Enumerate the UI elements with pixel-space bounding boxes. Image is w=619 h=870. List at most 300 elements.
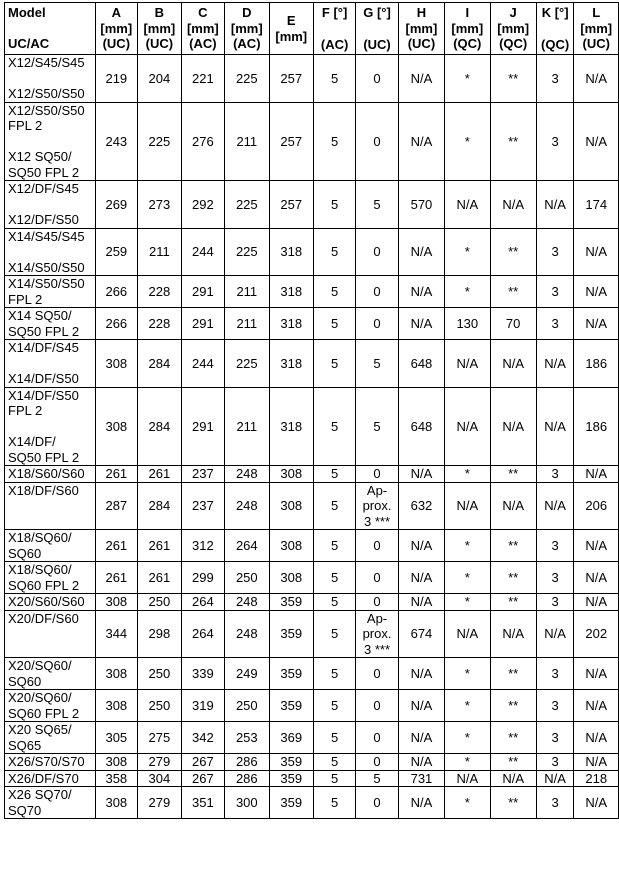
cell-f: 5	[313, 308, 355, 340]
cell-g: 0	[356, 55, 399, 103]
cell-c: 267	[181, 754, 225, 771]
cell-e: 359	[269, 594, 313, 611]
table-row	[5, 530, 619, 562]
cell-d: 300	[225, 787, 269, 819]
cell-j: **	[490, 228, 536, 276]
cell-a: 308	[95, 387, 138, 466]
cell-h: 674	[398, 610, 444, 658]
cell-h: 648	[398, 340, 444, 388]
column-header-b	[138, 3, 182, 55]
table-row	[5, 770, 619, 787]
cell-j: **	[490, 530, 536, 562]
table-row	[5, 308, 619, 340]
cell-b: 304	[138, 770, 182, 787]
cell-f: 5	[313, 722, 355, 754]
table-body	[5, 55, 619, 819]
cell-model: X12/S50/S50 FPL 2 X12 SQ50/ SQ50 FPL 2	[5, 102, 96, 181]
cell-model: X26/S70/S70	[5, 754, 96, 771]
cell-a: 308	[95, 690, 138, 722]
cell-b: 228	[138, 308, 182, 340]
column-unit: (AC)	[320, 36, 349, 52]
cell-k: 3	[536, 55, 574, 103]
cell-i: N/A	[445, 340, 490, 388]
cell-j: 70	[490, 308, 536, 340]
cell-i: N/A	[445, 387, 490, 466]
table-row	[5, 562, 619, 594]
cell-c: 237	[181, 466, 225, 483]
cell-f: 5	[313, 482, 355, 530]
cell-e: 257	[269, 181, 313, 229]
cell-c: 291	[181, 387, 225, 466]
cell-g: Ap- prox. 3 ***	[356, 610, 399, 658]
cell-c: 276	[181, 102, 225, 181]
cell-d: 248	[225, 466, 269, 483]
table-row	[5, 340, 619, 388]
cell-a: 261	[95, 530, 138, 562]
cell-k: 3	[536, 690, 574, 722]
dimensions-table	[4, 2, 619, 819]
cell-model: X14 SQ50/ SQ50 FPL 2	[5, 308, 96, 340]
cell-h: N/A	[398, 594, 444, 611]
cell-e: 359	[269, 754, 313, 771]
cell-d: 253	[225, 722, 269, 754]
cell-e: 318	[269, 340, 313, 388]
cell-e: 308	[269, 482, 313, 530]
column-header-h	[398, 3, 444, 55]
cell-k: 3	[536, 228, 574, 276]
cell-model: X14/S50/S50 FPL 2	[5, 276, 96, 308]
cell-k: N/A	[536, 770, 574, 787]
column-unit: [mm] (UC)	[143, 20, 176, 52]
column-unit: [mm] (QC)	[497, 20, 530, 52]
cell-j: N/A	[490, 770, 536, 787]
cell-a: 308	[95, 594, 138, 611]
cell-h: N/A	[398, 722, 444, 754]
column-header-k	[536, 3, 574, 55]
column-header-d	[225, 3, 269, 55]
column-unit: [mm]	[275, 28, 308, 44]
cell-f: 5	[313, 466, 355, 483]
cell-j: **	[490, 276, 536, 308]
column-name: D	[242, 5, 252, 21]
cell-g: 0	[356, 658, 399, 690]
cell-h: 570	[398, 181, 444, 229]
cell-c: 291	[181, 308, 225, 340]
cell-i: N/A	[445, 770, 490, 787]
cell-h: N/A	[398, 102, 444, 181]
column-name: B	[154, 5, 165, 21]
cell-b: 279	[138, 754, 182, 771]
cell-model: X12/DF/S45 X12/DF/S50	[5, 181, 96, 229]
cell-j: **	[490, 787, 536, 819]
cell-h: N/A	[398, 530, 444, 562]
cell-j: **	[490, 722, 536, 754]
column-name: E	[286, 13, 296, 28]
cell-e: 308	[269, 562, 313, 594]
cell-c: 342	[181, 722, 225, 754]
cell-d: 225	[225, 55, 269, 103]
cell-model: X26 SQ70/ SQ70	[5, 787, 96, 819]
cell-f: 5	[313, 228, 355, 276]
column-unit: (UC)	[363, 36, 391, 52]
cell-l: N/A	[574, 102, 619, 181]
cell-a: 261	[95, 562, 138, 594]
cell-d: 250	[225, 562, 269, 594]
cell-b: 298	[138, 610, 182, 658]
cell-l: N/A	[574, 228, 619, 276]
cell-d: 249	[225, 658, 269, 690]
cell-a: 261	[95, 466, 138, 483]
cell-l: N/A	[574, 55, 619, 103]
cell-g: 0	[356, 754, 399, 771]
column-unit: [mm] (AC)	[186, 20, 219, 52]
cell-c: 244	[181, 228, 225, 276]
column-header-e	[269, 3, 313, 55]
cell-k: 3	[536, 530, 574, 562]
column-header-i	[445, 3, 490, 55]
cell-e: 257	[269, 102, 313, 181]
cell-b: 284	[138, 482, 182, 530]
cell-h: N/A	[398, 466, 444, 483]
cell-b: 250	[138, 594, 182, 611]
cell-f: 5	[313, 102, 355, 181]
column-header-model: Model UC/AC	[5, 3, 96, 55]
cell-j: **	[490, 658, 536, 690]
cell-i: *	[445, 102, 490, 181]
cell-c: 267	[181, 770, 225, 787]
cell-model: X20/S60/S60	[5, 594, 96, 611]
table-header	[5, 3, 619, 55]
cell-d: 211	[225, 276, 269, 308]
cell-b: 204	[138, 55, 182, 103]
cell-b: 284	[138, 387, 182, 466]
cell-l: N/A	[574, 562, 619, 594]
cell-g: Ap- prox. 3 ***	[356, 482, 399, 530]
cell-k: N/A	[536, 181, 574, 229]
table-row	[5, 482, 619, 530]
column-header-a	[95, 3, 138, 55]
table-row	[5, 594, 619, 611]
cell-i: N/A	[445, 482, 490, 530]
table-row	[5, 387, 619, 466]
cell-a: 344	[95, 610, 138, 658]
cell-f: 5	[313, 276, 355, 308]
table-row	[5, 55, 619, 103]
cell-model: X18/S60/S60	[5, 466, 96, 483]
column-name: C	[198, 5, 208, 21]
column-unit: (QC)	[541, 36, 570, 52]
cell-h: 632	[398, 482, 444, 530]
cell-i: 130	[445, 308, 490, 340]
cell-h: N/A	[398, 754, 444, 771]
cell-i: *	[445, 594, 490, 611]
cell-a: 266	[95, 308, 138, 340]
cell-k: 3	[536, 787, 574, 819]
cell-h: N/A	[398, 228, 444, 276]
cell-d: 248	[225, 610, 269, 658]
cell-a: 259	[95, 228, 138, 276]
cell-h: N/A	[398, 276, 444, 308]
cell-k: N/A	[536, 610, 574, 658]
table-row	[5, 787, 619, 819]
cell-f: 5	[313, 658, 355, 690]
cell-c: 264	[181, 610, 225, 658]
cell-k: 3	[536, 722, 574, 754]
cell-d: 225	[225, 340, 269, 388]
cell-b: 261	[138, 530, 182, 562]
cell-i: *	[445, 228, 490, 276]
cell-i: N/A	[445, 181, 490, 229]
column-name: I	[465, 5, 470, 21]
cell-a: 305	[95, 722, 138, 754]
cell-b: 211	[138, 228, 182, 276]
cell-b: 279	[138, 787, 182, 819]
table-row	[5, 722, 619, 754]
table-row	[5, 610, 619, 658]
cell-j: N/A	[490, 610, 536, 658]
cell-j: N/A	[490, 482, 536, 530]
column-unit: [mm] (UC)	[580, 20, 613, 52]
column-header-c	[181, 3, 225, 55]
cell-d: 225	[225, 228, 269, 276]
cell-j: **	[490, 55, 536, 103]
cell-g: 0	[356, 562, 399, 594]
cell-e: 318	[269, 228, 313, 276]
cell-b: 228	[138, 276, 182, 308]
column-unit: [mm] (UC)	[405, 20, 438, 52]
cell-h: N/A	[398, 562, 444, 594]
cell-g: 0	[356, 276, 399, 308]
cell-l: N/A	[574, 276, 619, 308]
cell-g: 0	[356, 530, 399, 562]
column-name: K [°]	[541, 5, 569, 20]
cell-e: 359	[269, 787, 313, 819]
cell-k: 3	[536, 754, 574, 771]
cell-c: 292	[181, 181, 225, 229]
cell-h: N/A	[398, 55, 444, 103]
cell-h: N/A	[398, 658, 444, 690]
cell-f: 5	[313, 387, 355, 466]
column-name: F [°]	[321, 5, 348, 20]
cell-k: 3	[536, 658, 574, 690]
column-header-l	[574, 3, 619, 55]
cell-b: 261	[138, 466, 182, 483]
cell-h: N/A	[398, 690, 444, 722]
cell-g: 0	[356, 102, 399, 181]
table-row	[5, 102, 619, 181]
cell-f: 5	[313, 770, 355, 787]
table-row	[5, 276, 619, 308]
cell-j: **	[490, 466, 536, 483]
cell-e: 308	[269, 466, 313, 483]
cell-c: 237	[181, 482, 225, 530]
cell-e: 369	[269, 722, 313, 754]
column-unit: [mm] (AC)	[230, 20, 263, 52]
cell-j: N/A	[490, 387, 536, 466]
cell-f: 5	[313, 754, 355, 771]
cell-j: N/A	[490, 181, 536, 229]
cell-l: N/A	[574, 754, 619, 771]
cell-d: 248	[225, 482, 269, 530]
cell-i: *	[445, 276, 490, 308]
cell-model: X20 SQ65/ SQ65	[5, 722, 96, 754]
cell-l: 186	[574, 387, 619, 466]
cell-k: N/A	[536, 387, 574, 466]
cell-b: 273	[138, 181, 182, 229]
cell-g: 0	[356, 787, 399, 819]
cell-l: 218	[574, 770, 619, 787]
cell-g: 5	[356, 387, 399, 466]
cell-g: 5	[356, 340, 399, 388]
cell-model: X14/DF/S45 X14/DF/S50	[5, 340, 96, 388]
cell-k: 3	[536, 562, 574, 594]
cell-a: 308	[95, 658, 138, 690]
cell-g: 0	[356, 690, 399, 722]
cell-k: 3	[536, 466, 574, 483]
cell-d: 264	[225, 530, 269, 562]
column-name: L	[592, 5, 601, 21]
table-row	[5, 658, 619, 690]
cell-b: 275	[138, 722, 182, 754]
cell-l: N/A	[574, 308, 619, 340]
cell-c: 312	[181, 530, 225, 562]
cell-a: 308	[95, 787, 138, 819]
cell-j: **	[490, 562, 536, 594]
cell-h: 731	[398, 770, 444, 787]
cell-g: 0	[356, 722, 399, 754]
cell-k: 3	[536, 308, 574, 340]
cell-d: 250	[225, 690, 269, 722]
cell-k: N/A	[536, 482, 574, 530]
cell-model: X12/S45/S45 X12/S50/S50	[5, 55, 96, 103]
cell-g: 0	[356, 594, 399, 611]
cell-c: 264	[181, 594, 225, 611]
cell-l: N/A	[574, 594, 619, 611]
cell-g: 0	[356, 466, 399, 483]
cell-f: 5	[313, 181, 355, 229]
cell-a: 287	[95, 482, 138, 530]
cell-f: 5	[313, 787, 355, 819]
cell-i: *	[445, 55, 490, 103]
cell-i: *	[445, 722, 490, 754]
cell-c: 319	[181, 690, 225, 722]
cell-k: 3	[536, 594, 574, 611]
cell-l: N/A	[574, 530, 619, 562]
cell-d: 211	[225, 102, 269, 181]
cell-e: 359	[269, 770, 313, 787]
cell-f: 5	[313, 562, 355, 594]
cell-e: 318	[269, 276, 313, 308]
cell-e: 359	[269, 658, 313, 690]
column-header-g	[356, 3, 399, 55]
cell-l: 202	[574, 610, 619, 658]
cell-k: 3	[536, 102, 574, 181]
cell-c: 351	[181, 787, 225, 819]
column-unit: [mm] (QC)	[451, 20, 484, 52]
cell-a: 358	[95, 770, 138, 787]
cell-i: *	[445, 787, 490, 819]
cell-e: 359	[269, 610, 313, 658]
cell-b: 250	[138, 690, 182, 722]
cell-model: X26/DF/S70	[5, 770, 96, 787]
cell-b: 225	[138, 102, 182, 181]
cell-l: N/A	[574, 690, 619, 722]
table-row	[5, 181, 619, 229]
cell-a: 266	[95, 276, 138, 308]
cell-j: **	[490, 594, 536, 611]
cell-b: 261	[138, 562, 182, 594]
column-header-f	[313, 3, 355, 55]
cell-i: *	[445, 466, 490, 483]
cell-a: 219	[95, 55, 138, 103]
cell-f: 5	[313, 610, 355, 658]
cell-model: X18/SQ60/ SQ60	[5, 530, 96, 562]
cell-d: 211	[225, 387, 269, 466]
table-row	[5, 228, 619, 276]
cell-l: N/A	[574, 722, 619, 754]
cell-a: 269	[95, 181, 138, 229]
cell-k: 3	[536, 276, 574, 308]
cell-i: *	[445, 754, 490, 771]
cell-h: N/A	[398, 787, 444, 819]
table-row	[5, 466, 619, 483]
cell-i: N/A	[445, 610, 490, 658]
cell-j: N/A	[490, 340, 536, 388]
cell-model: X18/SQ60/ SQ60 FPL 2	[5, 562, 96, 594]
cell-k: N/A	[536, 340, 574, 388]
cell-f: 5	[313, 530, 355, 562]
cell-f: 5	[313, 690, 355, 722]
cell-i: *	[445, 530, 490, 562]
cell-c: 244	[181, 340, 225, 388]
cell-l: 206	[574, 482, 619, 530]
cell-d: 286	[225, 754, 269, 771]
cell-g: 0	[356, 228, 399, 276]
table-row	[5, 690, 619, 722]
cell-a: 308	[95, 340, 138, 388]
cell-a: 243	[95, 102, 138, 181]
cell-c: 221	[181, 55, 225, 103]
cell-model: X20/SQ60/ SQ60 FPL 2	[5, 690, 96, 722]
cell-d: 286	[225, 770, 269, 787]
cell-h: 648	[398, 387, 444, 466]
cell-b: 284	[138, 340, 182, 388]
cell-l: N/A	[574, 466, 619, 483]
cell-model: X20/DF/S60	[5, 610, 96, 658]
cell-i: *	[445, 690, 490, 722]
table-row	[5, 754, 619, 771]
column-header-j	[490, 3, 536, 55]
cell-model: X18/DF/S60	[5, 482, 96, 530]
cell-f: 5	[313, 594, 355, 611]
cell-b: 250	[138, 658, 182, 690]
cell-i: *	[445, 658, 490, 690]
cell-e: 318	[269, 308, 313, 340]
header-row	[5, 3, 619, 55]
cell-f: 5	[313, 340, 355, 388]
cell-h: N/A	[398, 308, 444, 340]
cell-d: 248	[225, 594, 269, 611]
cell-e: 257	[269, 55, 313, 103]
cell-model: X14/S45/S45 X14/S50/S50	[5, 228, 96, 276]
cell-f: 5	[313, 55, 355, 103]
column-unit: [mm] (UC)	[100, 20, 133, 52]
cell-j: **	[490, 754, 536, 771]
cell-j: **	[490, 102, 536, 181]
cell-l: N/A	[574, 658, 619, 690]
cell-d: 225	[225, 181, 269, 229]
cell-l: 186	[574, 340, 619, 388]
